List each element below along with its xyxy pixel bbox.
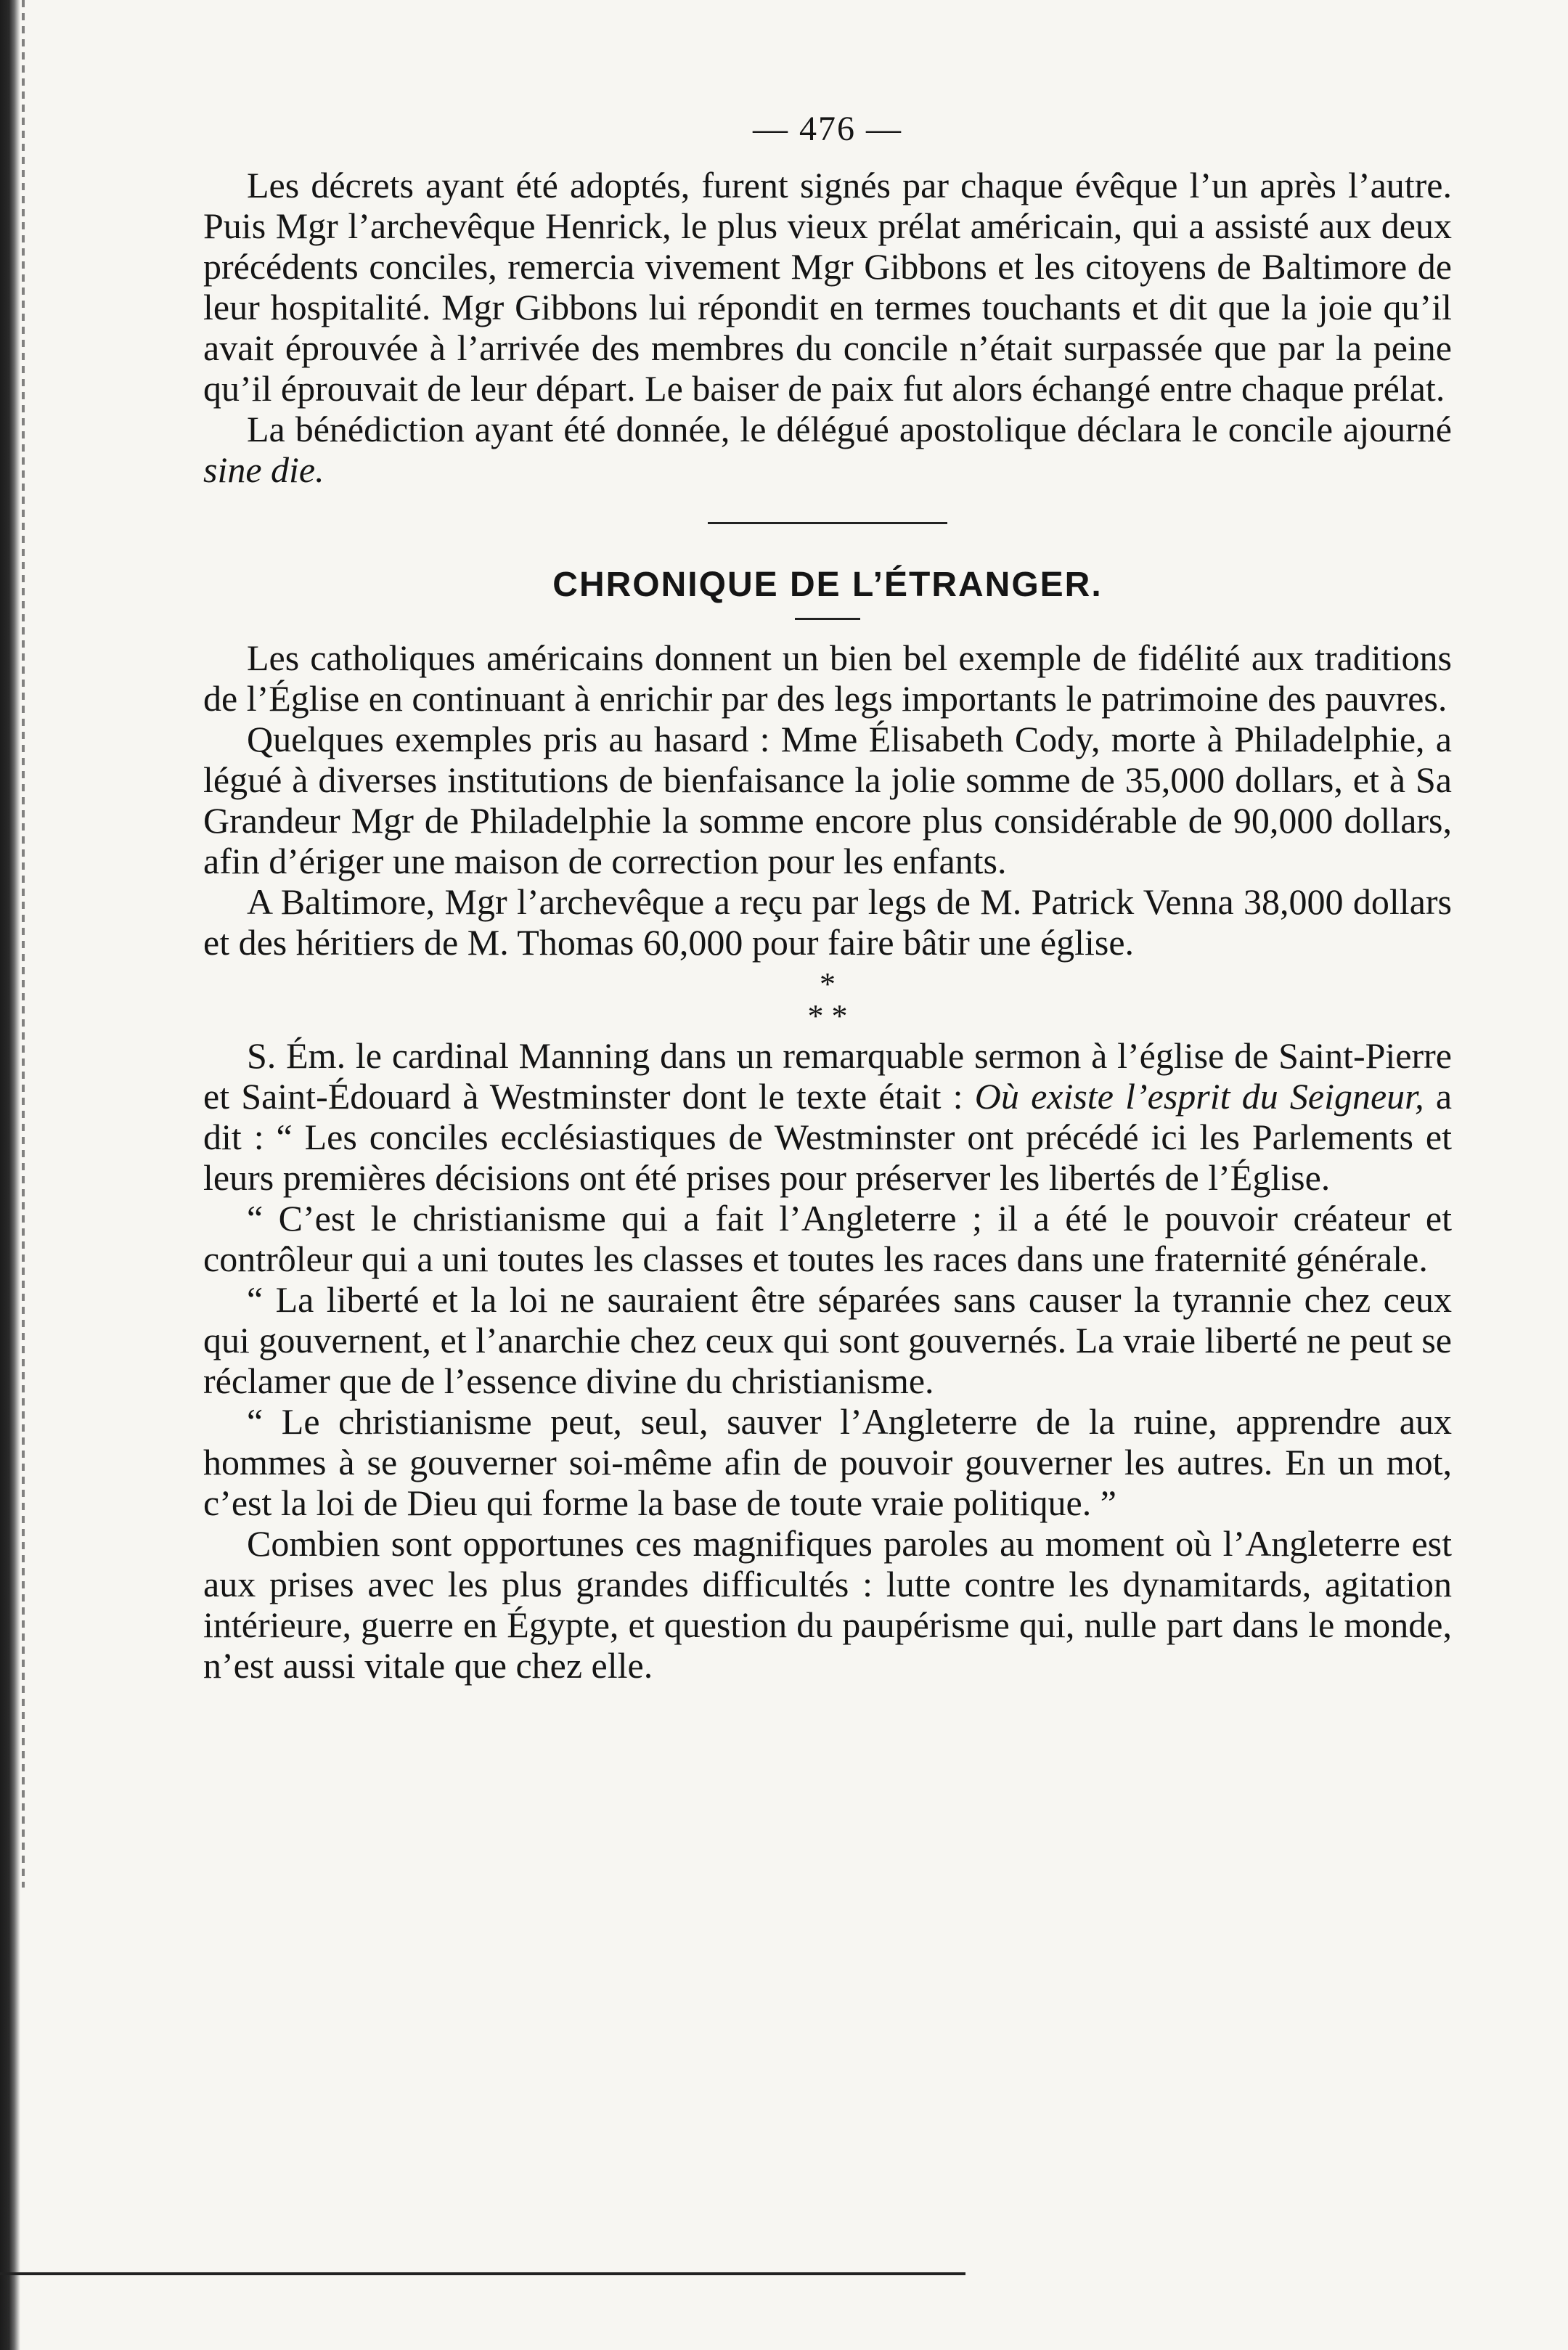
paragraph-conclusion: Combien sont opportunes ces magnifiques paroles au moment où l’Angleterre est aux prises avec les plus grandes difficultés : lutte contre les dynamitards, agitation intérieure, guerre en Égypte, et question du paupérisme qui, nulle part dans le monde, n’est aussi vitale que chez elle. (203, 1523, 1452, 1686)
scanned-binding-edge (0, 0, 20, 2350)
paragraph-quote-liberty: “ La liberté et la loi ne sauraient être séparées sans causer la tyrannie chez ceux qui gouvernent, et l’anarchie chez ceux qui sont gouvernés. La vraie liberté ne peut se réclamer que de l’essence divine du christianisme. (203, 1279, 1452, 1401)
paragraph-quote-salvation: “ Le christianisme peut, seul, sauver l’Angleterre de la ruine, apprendre aux hommes à se gouverner soi-même afin de pouvoir gouverner les autres. En un mot, c’est la loi de Dieu qui forme la base de toute vraie politique. ” (203, 1401, 1452, 1523)
asterism (203, 968, 1452, 1032)
sine-die-italic: sine die. (203, 449, 324, 490)
section-title: CHRONIQUE DE L’ÉTRANGER. (552, 566, 1103, 604)
manning-quote-title: Où existe l’esprit du Seigneur, (974, 1076, 1424, 1117)
paragraph-catholics: Les catholiques américains donnent un bien bel exemple de fidélité aux traditions de l’Église en continuant à enrichir par des legs importants le patrimoine des pauvres. (203, 637, 1452, 719)
title-underline (795, 618, 860, 620)
paragraph-baltimore: A Baltimore, Mgr l’archevêque a reçu par legs de M. Patrick Venna 38,000 dollars et des héritiers de M. Thomas 60,000 pour faire bâtir une église. (203, 881, 1452, 963)
asterism-bottom: * * (807, 998, 848, 1034)
paragraph-manning (203, 1035, 1452, 1198)
paragraph-examples: Quelques exemples pris au hasard : Mme Élisabeth Cody, morte à Philadelphie, a légué à diverses institutions de bienfaisance la jolie somme de 35,000 dollars, et à Sa Grandeur Mgr de Philadelphie la somme encore plus considérable de 90,000 dollars, afin d’ériger une maison de correction pour les enfants. (203, 719, 1452, 881)
manning-start: S. Ém. le cardinal Manning dans un remarquable sermon à l’église de Saint-Pierre et Saint-Édouard à Westminster dont le texte était : (203, 1035, 1452, 1117)
paragraph-quote-christianity: “ C’est le christianisme qui a fait l’Angleterre ; il a été le pouvoir créateur et contrôleur qui a uni toutes les classes et toutes les races dans une fraternité générale. (203, 1198, 1452, 1279)
paragraph-benediction-text: La bénédiction ayant été donnée, le délégué apostolique déclara le concile ajourné (247, 409, 1452, 449)
paragraph-benediction (203, 409, 1452, 490)
section-divider (708, 522, 947, 524)
bottom-page-rule (0, 2272, 965, 2275)
asterism-top: * (820, 966, 836, 1002)
document-page (203, 109, 1452, 1686)
paragraph-decrees: Les décrets ayant été adoptés, furent signés par chaque évêque l’un après l’autre. Puis Mgr l’archevêque Henrick, le plus vieux prélat américain, qui a assisté aux deux précédents conciles, remercia vivement Mgr Gibbons et les citoyens de Baltimore de leur hospitalité. Mgr Gibbons lui répondit en termes touchants et dit que la joie qu’il avait éprouvée à l’arrivée des membres du concile n’était surpassée que par la peine qu’il éprouvait de leur départ. Le baiser de paix fut alors échangé entre chaque prélat. (203, 165, 1452, 409)
page-number: — 476 — (753, 110, 902, 148)
manning-end: a dit : “ Les conciles ecclésiastiques de Westminster ont précédé ici les Parlements et leurs premières décisions ont été prises pour préserver les libertés de l’Église. (203, 1076, 1453, 1198)
binding-stitching (22, 0, 25, 1888)
